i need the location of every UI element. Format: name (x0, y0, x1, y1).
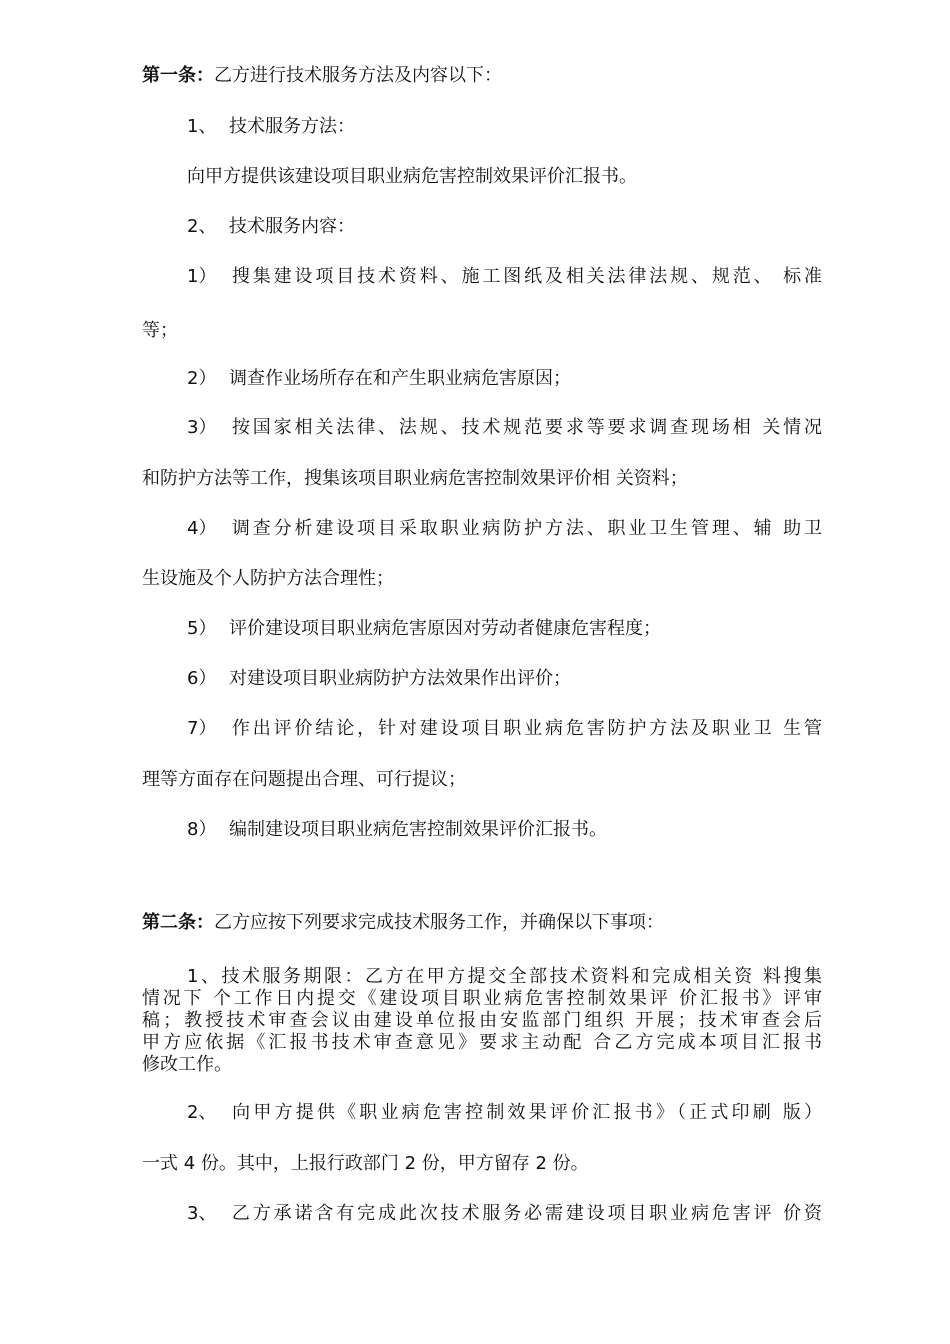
item1-label: 技术服务方法： (229, 116, 355, 137)
sub7-line2: 理等方面存在问题提出合理、可行提议； (142, 769, 466, 790)
p3-number: 3、 (187, 1203, 217, 1224)
sub3-text: 按国家相关法律、法规、技术规范要求等要求调查现场相 关情况 (229, 417, 822, 438)
item2-label: 技术服务内容： (229, 216, 355, 237)
p1-line3: 稿；教授技术审查会议由建设单位报由安监部门组织 开展；技术审查会后 (142, 1010, 822, 1031)
sub6-line1 (187, 667, 822, 691)
p1-line5: 修改工作。 (142, 1054, 232, 1075)
p2-number: 2、 (187, 1102, 217, 1123)
sub1-text: 搜集建设项目技术资料、施工图纸及相关法律法规、规范、 标准 (229, 266, 822, 287)
sub2-text: 调查作业场所存在和产生职业病危害原因； (229, 368, 571, 389)
p1-line4: 甲方应依据《汇报书技术审查意见》要求主动配 合乙方完成本项目汇报书 (142, 1032, 822, 1053)
article2-heading-text: 乙方应按下列要求完成技术服务工作，并确保以下事项： (214, 912, 664, 933)
sub3-line1 (187, 416, 822, 440)
article1-heading-line (142, 64, 822, 88)
article1-heading: 第一条 (142, 65, 196, 86)
sub2-line1 (187, 367, 822, 391)
sub1-line1 (187, 265, 822, 289)
p3-line1 (187, 1202, 822, 1226)
p3-text: 乙方承诺含有完成此次技术服务必需建设项目职业病危害评 价资 (229, 1203, 822, 1224)
sub7-number: 7） (187, 718, 217, 739)
sub8-line1 (187, 818, 822, 842)
article1-heading-colon: ： (196, 65, 214, 86)
item2-number: 2、 (187, 216, 217, 237)
item2-line (187, 215, 822, 239)
item1-line (187, 115, 822, 139)
p2-text: 向甲方提供《职业病危害控制效果评价汇报书》（正式印刷 版） (229, 1102, 822, 1123)
sub4-number: 4） (187, 518, 217, 539)
sub7-text: 作出评价结论，针对建设项目职业病危害防护方法及职业卫 生管 (229, 718, 822, 739)
sub5-text: 评价建设项目职业病危害原因对劳动者健康危害程度； (229, 618, 661, 639)
item1-body: 向甲方提供该建设项目职业病危害控制效果评价汇报书。 (187, 166, 637, 187)
sub4-line2: 生设施及个人防护方法合理性； (142, 568, 394, 589)
sub2-number: 2） (187, 368, 217, 389)
sub4-line1 (187, 517, 822, 541)
sub8-text: 编制建设项目职业病危害控制效果评价汇报书。 (229, 819, 607, 840)
article2-heading-colon: ： (196, 912, 214, 933)
sub1-number: 1） (187, 266, 217, 287)
p2-line1 (187, 1101, 822, 1125)
p1-line1: 1、技术服务期限：乙方在甲方提交全部技术资料和完成相关资 料搜集 (187, 966, 822, 987)
sub5-line1 (187, 617, 822, 641)
sub7-line1 (187, 717, 822, 741)
sub8-number: 8） (187, 819, 217, 840)
sub3-line2: 和防护方法等工作，搜集该项目职业病危害控制效果评价相 关资料； (142, 468, 688, 489)
sub6-text: 对建设项目职业病防护方法效果作出评价； (229, 668, 571, 689)
item1-number: 1、 (187, 116, 217, 137)
sub4-text: 调查分析建设项目采取职业病防护方法、职业卫生管理、辅 助卫 (229, 518, 822, 539)
sub6-number: 6） (187, 668, 217, 689)
p1-line2: 情况下 个工作日内提交《建设项目职业病危害控制效果评 价汇报书》评审 (142, 988, 822, 1009)
article2-heading: 第二条 (142, 912, 196, 933)
article2-heading-line (142, 911, 822, 935)
article1-heading-text: 乙方进行技术服务方法及内容以下： (214, 65, 502, 86)
p2-line2: 一式 4 份。其中，上报行政部门 2 份，甲方留存 2 份。 (142, 1153, 589, 1174)
sub1-line2: 等； (142, 320, 178, 341)
sub3-number: 3） (187, 417, 217, 438)
sub5-number: 5） (187, 618, 217, 639)
